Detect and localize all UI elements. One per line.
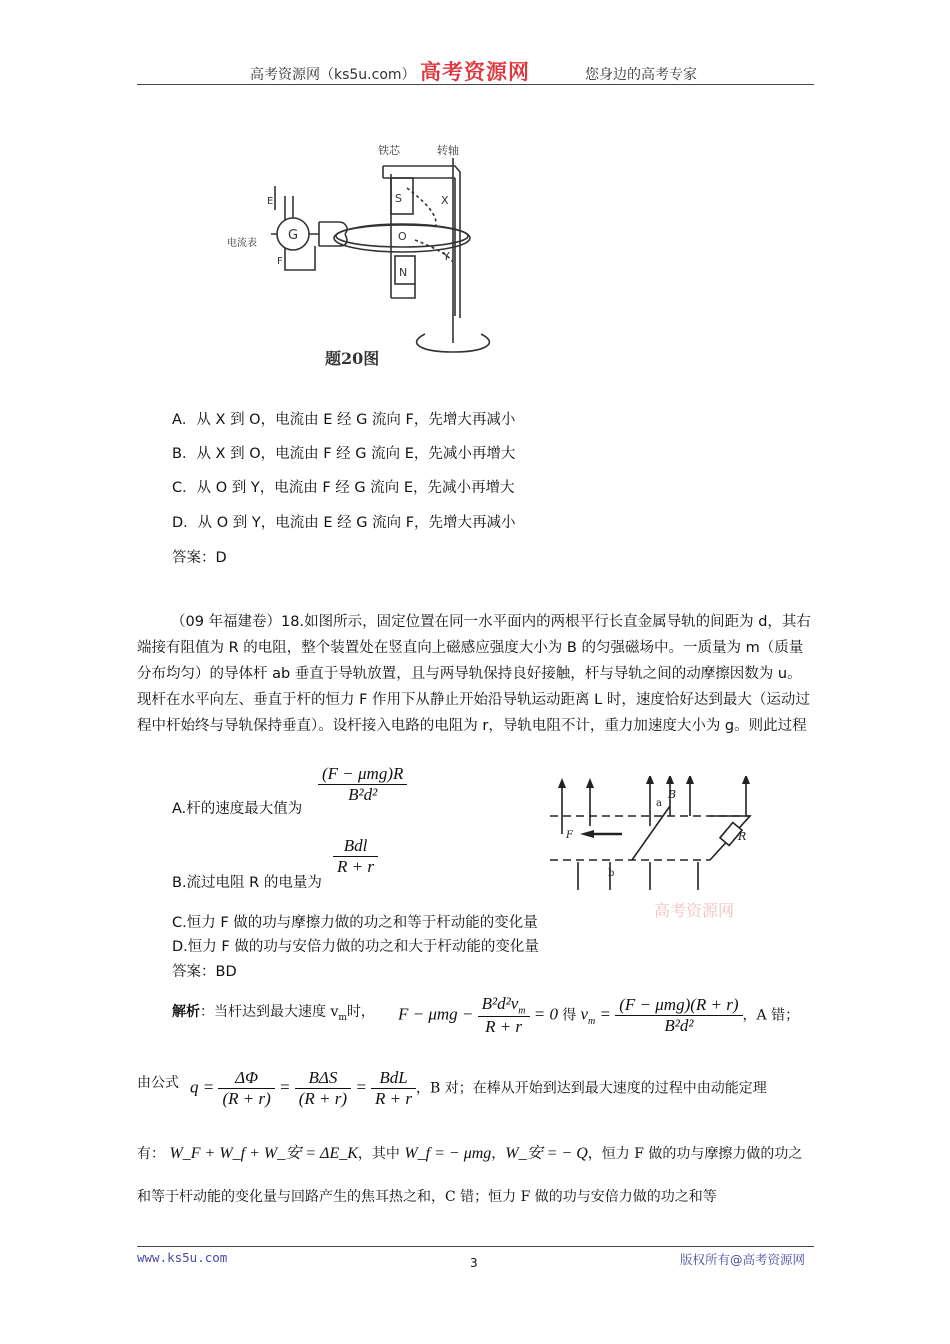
eq2-q: q = [190, 1077, 215, 1097]
label-X: X [441, 194, 449, 207]
analysis-text-1a: ：当杆达到最大速度 v [200, 1004, 339, 1020]
analysis-line-2 [137, 1072, 179, 1092]
eq1-denominator: R + r [478, 1016, 530, 1037]
header-site-name: 高考资源网（ks5u.com） [250, 67, 416, 83]
question-18-stem: （09 年福建卷）18.如图所示，固定位置在同一水平面内的两根平行长直金属导轨的间距为 d，其右端接有阻值为 R 的电阻，整个装置处在竖直向上磁感应强度大小为 B 的匀强磁场中。一质量为 m（质量分布均匀）的导体杆 ab 垂直于导轨放置，且与两导轨保持良好接触，杆与导轨之间的动摩擦因数为 u。现杆在水平向左、垂直于杆的恒力 F 作用下从静止开始沿导轨运动距离 L 时，速度恰好达到最大（运动过程中杆始终与导轨保持垂直）。设杆接入电路的电阻为 r，导轨电阻不计，重力加速度大小为 g。则此过程 [137, 614, 811, 734]
footer-link[interactable]: www.ks5u.com [137, 1250, 228, 1265]
label-resistor-R: R [738, 830, 747, 843]
figure-watermark: 高考资源网 [654, 901, 735, 920]
eq2-f3-den: R + r [371, 1088, 416, 1109]
header-rule [137, 84, 814, 85]
footer-copyright: 版权所有@高考资源网 [680, 1252, 806, 1267]
q18-option-a-text: A.杆的速度最大值为 [172, 801, 303, 817]
answer-20: 答案：D [172, 550, 227, 566]
label-field-B: B [668, 788, 677, 801]
analysis-line-1 [172, 1001, 375, 1023]
eq2-f2-num: BΔS [308, 1068, 338, 1087]
q18-option-b-formula [333, 836, 378, 877]
figure-18 [550, 776, 800, 926]
analysis-text-1c: ，A 错； [742, 1007, 800, 1024]
eq1-de: 得 [562, 1007, 577, 1024]
equation-3: W_F + W_f + W_安 = ΔE_K [169, 1145, 358, 1162]
equation-1: F − μmg − $\frac{B^2d^2v_m}{R + r}$ = 0 得 $v_m$ = $\frac{\text{(F − μmg)(R + r)}}{\text{B²d²}}$ ，A 错； [398, 994, 800, 1037]
q18-option-c: C.恒力 F 做的功与摩擦力做的功之和等于杆动能的变化量 [172, 915, 538, 931]
equation-3c: W_安 = − Q [505, 1145, 588, 1162]
analysis-text-1b: 时， [346, 1004, 375, 1020]
eq1-right: = 0 [533, 1004, 558, 1024]
eq1-result-denominator: B²d² [615, 1015, 742, 1036]
header-logo: 高考资源网 [420, 59, 530, 84]
label-galvanometer: 电流表 [227, 238, 257, 249]
option-d: D．从 O 到 Y，电流由 E 经 G 流向 F，先增大再减小 [172, 515, 516, 531]
equation-2: q = $\frac{\Delta\Phi}{(R + r)}$ = $\frac{\text{BΔS}}{(R + r)}$ = $\frac{\text{BdL}}{R + r}$ ，B 对；在棒从开始到达到最大速度的过程中由动能定理 [190, 1068, 767, 1108]
label-rod-a: a [656, 798, 662, 809]
page-number: 3 [470, 1256, 478, 1270]
eq1-numerator: B²d²v [481, 994, 519, 1013]
header-slogan: 您身边的高考专家 [585, 67, 697, 83]
option-b: B．从 X 到 O，电流由 F 经 G 流向 E，先减小再增大 [172, 446, 516, 462]
option-b-numerator: Bdl [343, 836, 368, 855]
eq2-f2-den: (R + r) [295, 1088, 351, 1109]
analysis-line-4: 和等于杆动能的变化量与回路产生的焦耳热之和，C 错；恒力 F 做的功与安倍力做的功之和等 [137, 1189, 717, 1205]
option-b-denominator: R + r [333, 856, 378, 877]
q18-option-d: D.恒力 F 做的功与安倍力做的功之和大于杆动能的变化量 [172, 939, 539, 955]
option-a-denominator: B²d² [318, 784, 407, 805]
eq2-f1-num: ΔΦ [235, 1068, 259, 1087]
analysis-text-3c: ，恒力 F 做的功与摩擦力做的功之 [587, 1146, 803, 1162]
eq1-vm-sub: m [588, 1016, 596, 1027]
eq2-f1-den: (R + r) [218, 1088, 274, 1109]
figure-20-diagram [215, 138, 515, 378]
footer-rule [137, 1246, 814, 1247]
eq1-left: F − μmg − [398, 1004, 474, 1024]
label-S: S [395, 192, 402, 205]
q18-option-b-text: B.流过电阻 R 的电量为 [172, 875, 322, 891]
label-Y: Y [443, 250, 450, 263]
figure-caption: 题20图 [325, 349, 380, 368]
figure-18-diagram [550, 776, 800, 926]
label-rod-b: b [608, 868, 615, 879]
eq2-f3-num: BdL [379, 1068, 408, 1087]
equation-3b: W_f = − μmg [404, 1145, 492, 1162]
option-a: A．从 X 到 O，电流由 E 经 G 流向 F，先增大再减小 [172, 412, 516, 428]
option-a-numerator: (F − μmg)R [322, 764, 404, 783]
label-axis: 转轴 [437, 144, 459, 157]
analysis-sub-m: m [338, 1012, 347, 1023]
label-E: E [267, 196, 274, 207]
figure-20 [215, 138, 515, 378]
label-force-F: F [566, 830, 573, 841]
eq1-vm: v [580, 1004, 589, 1024]
option-c: C．从 O 到 Y，电流由 F 经 G 流向 E，先减小再增大 [172, 480, 515, 496]
label-G: G [288, 228, 299, 243]
label-iron-core: 铁芯 [378, 144, 400, 157]
analysis-label: 解析 [172, 1004, 200, 1020]
analysis-line-3: 有： W_F + W_f + W_安 = ΔE_K，其中 W_f = − μmg，W_安 = − Q，恒力 F 做的功与摩擦力做的功之 [137, 1145, 803, 1162]
q18-option-a-formula [318, 764, 407, 805]
analysis-text-3b: ，其中 [357, 1146, 400, 1162]
analysis-text-2b: ，B 对；在棒从开始到达到最大速度的过程中由动能定理 [416, 1080, 767, 1097]
analysis-text-3a: 有： [137, 1146, 165, 1162]
eq1-result-numerator: (F − μmg)(R + r) [619, 995, 739, 1015]
label-F: F [277, 256, 283, 267]
analysis-text-2a: 由公式 [137, 1075, 179, 1091]
answer-18: 答案：BD [172, 964, 237, 980]
eq1-numerator-sub: m [518, 1005, 526, 1017]
label-N: N [399, 266, 408, 279]
label-O: O [398, 230, 407, 243]
